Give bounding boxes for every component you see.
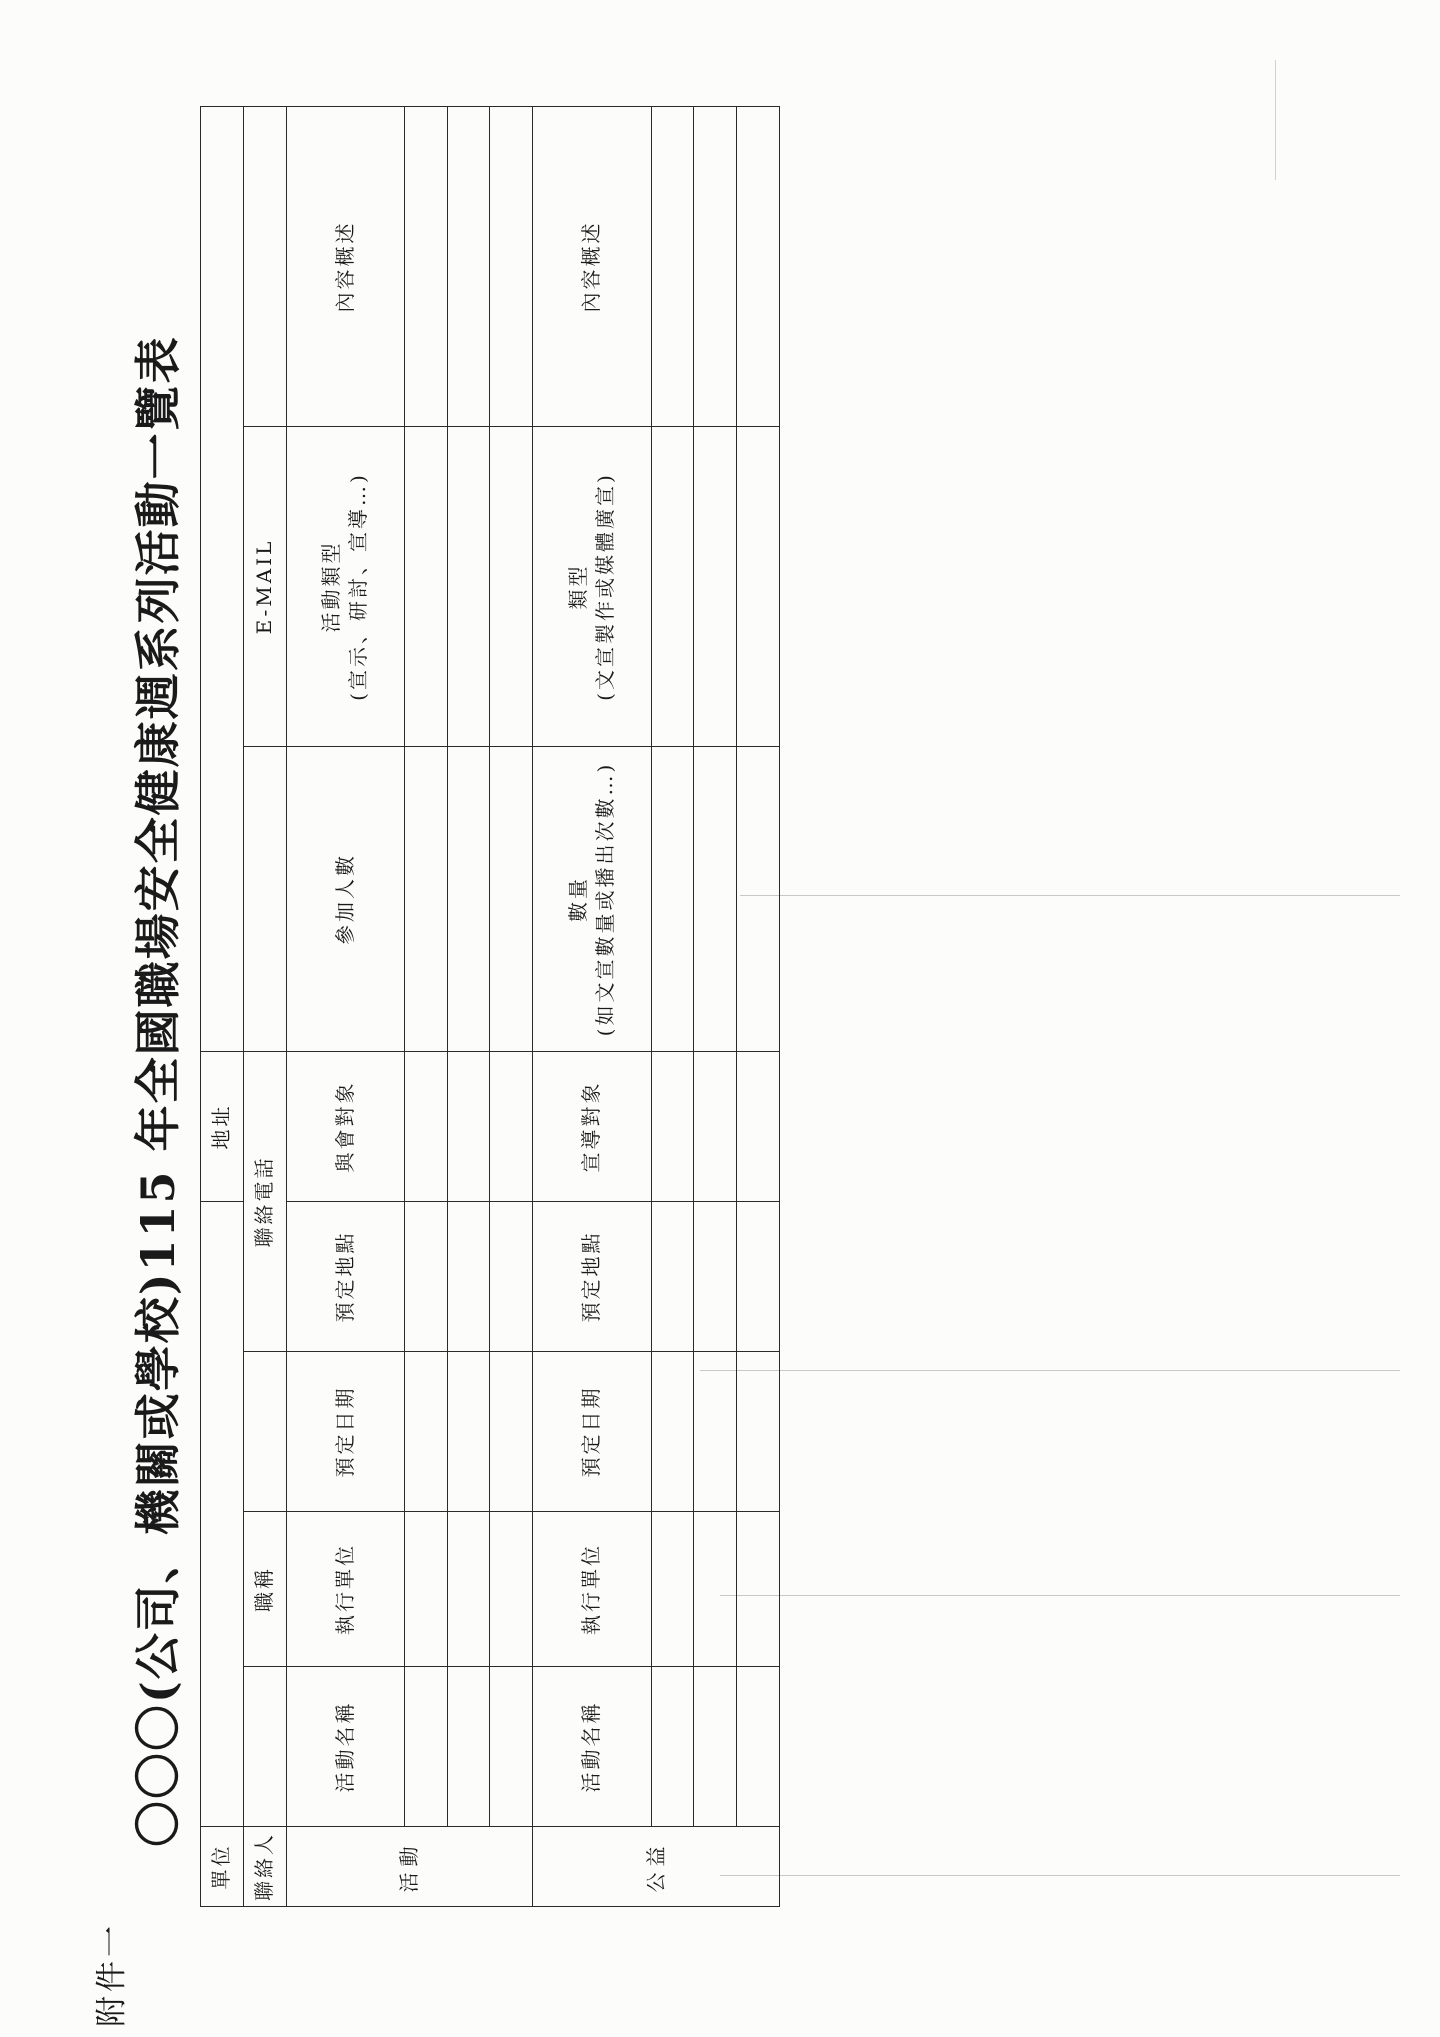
entry-cell[interactable] xyxy=(651,1352,694,1512)
contact-row xyxy=(243,107,286,1907)
job-title-label: 職稱 xyxy=(243,1512,286,1667)
email-label: E-MAIL xyxy=(243,427,286,747)
entry-cell[interactable] xyxy=(490,1512,533,1667)
entry-cell[interactable] xyxy=(404,1512,447,1667)
welfare-header-date: 預定日期 xyxy=(533,1352,651,1512)
entry-cell[interactable] xyxy=(490,1202,533,1352)
entry-cell[interactable] xyxy=(490,747,533,1052)
entry-cell[interactable] xyxy=(404,1667,447,1827)
welfare-header-quantity xyxy=(533,747,651,1052)
welfare-entry-row xyxy=(737,107,780,1907)
activity-section-label: 活動 xyxy=(286,1827,533,1907)
entry-cell[interactable] xyxy=(737,1202,780,1352)
entry-cell[interactable] xyxy=(737,427,780,747)
entry-cell[interactable] xyxy=(447,427,490,747)
entry-cell[interactable] xyxy=(490,107,533,427)
activity-header-type xyxy=(286,427,404,747)
entry-cell[interactable] xyxy=(737,1352,780,1512)
activity-entry-row xyxy=(404,107,447,1907)
activity-header-participants: 參加人數 xyxy=(286,747,404,1052)
entry-cell[interactable] xyxy=(404,1052,447,1202)
address-label: 地址 xyxy=(201,1052,244,1202)
entry-cell[interactable] xyxy=(694,1052,737,1202)
welfare-section-label: 公益 xyxy=(533,1827,780,1907)
entry-cell[interactable] xyxy=(404,427,447,747)
entry-cell[interactable] xyxy=(737,107,780,427)
entry-cell[interactable] xyxy=(694,1352,737,1512)
entry-cell[interactable] xyxy=(447,1052,490,1202)
entry-cell[interactable] xyxy=(651,107,694,427)
entry-cell[interactable] xyxy=(737,1667,780,1827)
activity-header-row xyxy=(286,107,404,1907)
entry-cell[interactable] xyxy=(651,1512,694,1667)
phone-label: 聯絡電話 xyxy=(243,1052,286,1352)
welfare-entry-row xyxy=(651,107,694,1907)
activity-type-note: (宣示、研討、宣導…) xyxy=(346,472,371,701)
activity-type-title: 活動類型 xyxy=(319,540,344,633)
annex-label: 附件一 xyxy=(94,1922,130,2027)
entry-cell[interactable] xyxy=(651,1052,694,1202)
entry-cell[interactable] xyxy=(447,1202,490,1352)
entry-cell[interactable] xyxy=(694,427,737,747)
activity-header-place: 預定地點 xyxy=(286,1202,404,1352)
rotated-form-page xyxy=(60,97,1400,2037)
entry-cell[interactable] xyxy=(447,1352,490,1512)
unit-row xyxy=(201,107,244,1907)
entry-cell[interactable] xyxy=(404,1352,447,1512)
welfare-type-title: 類型 xyxy=(565,563,590,610)
entry-cell[interactable] xyxy=(404,747,447,1052)
welfare-header-unit: 執行單位 xyxy=(533,1512,651,1667)
activity-list-table xyxy=(200,106,780,1907)
entry-cell[interactable] xyxy=(737,747,780,1052)
entry-cell[interactable] xyxy=(694,1512,737,1667)
entry-cell[interactable] xyxy=(490,1352,533,1512)
entry-cell[interactable] xyxy=(694,1667,737,1827)
activity-header-audience: 與會對象 xyxy=(286,1052,404,1202)
email-value-cell[interactable] xyxy=(243,107,286,427)
activity-header-date: 預定日期 xyxy=(286,1352,404,1512)
contact-person-label: 聯絡人 xyxy=(243,1827,286,1907)
welfare-header-place: 預定地點 xyxy=(533,1202,651,1352)
welfare-type-note: (文宣製作或媒體廣宣) xyxy=(592,472,617,701)
phone-value-cell[interactable] xyxy=(243,747,286,1052)
contact-person-value-cell[interactable] xyxy=(243,1667,286,1827)
entry-cell[interactable] xyxy=(737,1052,780,1202)
unit-label: 單位 xyxy=(201,1827,244,1907)
entry-cell[interactable] xyxy=(694,1202,737,1352)
entry-cell[interactable] xyxy=(447,747,490,1052)
activity-entry-row xyxy=(447,107,490,1907)
job-title-value-cell[interactable] xyxy=(243,1352,286,1512)
entry-cell[interactable] xyxy=(694,107,737,427)
activity-entry-row xyxy=(490,107,533,1907)
activity-header-summary: 內容概述 xyxy=(286,107,404,427)
quantity-title: 數量 xyxy=(565,876,590,922)
entry-cell[interactable] xyxy=(490,427,533,747)
entry-cell[interactable] xyxy=(490,1052,533,1202)
unit-value-cell[interactable] xyxy=(201,1202,244,1827)
entry-cell[interactable] xyxy=(404,107,447,427)
quantity-note: (如文宣數量或播出次數…) xyxy=(592,761,617,1037)
entry-cell[interactable] xyxy=(651,747,694,1052)
entry-cell[interactable] xyxy=(651,1202,694,1352)
entry-cell[interactable] xyxy=(447,107,490,427)
welfare-header-name: 活動名稱 xyxy=(533,1667,651,1827)
activity-header-unit: 執行單位 xyxy=(286,1512,404,1667)
page-title: 〇〇〇(公司、機關或學校)115 年全國職場安全健康週系列活動一覽表 xyxy=(131,335,185,1847)
welfare-header-row xyxy=(533,107,651,1907)
entry-cell[interactable] xyxy=(447,1512,490,1667)
entry-cell[interactable] xyxy=(651,1667,694,1827)
activity-header-name: 活動名稱 xyxy=(286,1667,404,1827)
entry-cell[interactable] xyxy=(447,1667,490,1827)
welfare-header-audience: 宣導對象 xyxy=(533,1052,651,1202)
entry-cell[interactable] xyxy=(694,747,737,1052)
welfare-entry-row xyxy=(694,107,737,1907)
welfare-header-type xyxy=(533,427,651,747)
entry-cell[interactable] xyxy=(737,1512,780,1667)
entry-cell[interactable] xyxy=(490,1667,533,1827)
entry-cell[interactable] xyxy=(651,427,694,747)
entry-cell[interactable] xyxy=(404,1202,447,1352)
welfare-header-summary: 內容概述 xyxy=(533,107,651,427)
address-value-cell[interactable] xyxy=(201,107,244,1052)
